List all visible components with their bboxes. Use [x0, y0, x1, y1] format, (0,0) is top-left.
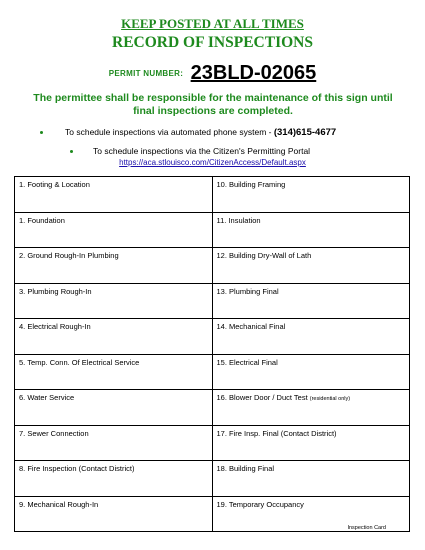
- inspection-cell: 11. Insulation: [212, 212, 410, 248]
- inspection-cell: 6. Water Service: [15, 390, 213, 426]
- inspection-cell: 4. Electrical Rough-In: [15, 319, 213, 355]
- inspection-cell: 17. Fire Insp. Final (Contact District): [212, 425, 410, 461]
- table-row: [15, 212, 410, 248]
- permit-number-value: 23BLD-02065: [190, 62, 317, 84]
- table-row: [15, 461, 410, 497]
- permit-number-label: PERMIT NUMBER:: [108, 69, 184, 78]
- inspection-cell: 5. Temp. Conn. Of Electrical Service: [15, 354, 213, 390]
- table-row: [15, 283, 410, 319]
- table-row: [15, 248, 410, 284]
- permit-number-line: [0, 62, 425, 85]
- inspection-cell: 9. Mechanical Rough-In: [15, 496, 213, 532]
- bullet-dot-icon: [40, 131, 43, 134]
- title-keep-posted: KEEP POSTED AT ALL TIMES: [121, 16, 304, 31]
- inspection-cell: 7. Sewer Connection: [15, 425, 213, 461]
- inspection-cell: 19. Temporary Occupancy: [212, 496, 410, 532]
- table-row: [15, 319, 410, 355]
- bullet-portal: [70, 146, 310, 156]
- portal-link[interactable]: https://aca.stlouisco.com/CitizenAccess/Default.aspx: [119, 158, 306, 167]
- bullet-portal-text: To schedule inspections via the Citizen's Permitting Portal: [93, 146, 311, 156]
- bullet-phone-text: To schedule inspections via automated phone system -: [65, 127, 274, 137]
- inspection-cell: 12. Building Dry-Wall of Lath: [212, 248, 410, 284]
- phone-number: (314)615-4677: [273, 127, 337, 138]
- bullet-dot-icon: [70, 150, 73, 153]
- inspection-cell: 10. Building Framing: [212, 177, 410, 213]
- table-row: [15, 390, 410, 426]
- inspection-cell: 1. Foundation: [15, 212, 213, 248]
- inspection-cell: 13. Plumbing Final: [212, 283, 410, 319]
- inspection-cell: 1. Footing & Location: [15, 177, 213, 213]
- inspection-cell: 15. Electrical Final: [212, 354, 410, 390]
- inspection-cell: 14. Mechanical Final: [212, 319, 410, 355]
- bullet-phone: [40, 127, 336, 138]
- inspection-label: 16. Blower Door / Duct Test: [216, 393, 310, 402]
- residential-only-note: (residential only): [309, 396, 351, 402]
- inspection-cell: 2. Ground Rough-In Plumbing: [15, 248, 213, 284]
- maintenance-notice: The permittee shall be responsible for the maintenance of this sign until final inspections are completed.: [33, 92, 393, 117]
- footer-label: Inspection Card: [347, 525, 386, 531]
- title-record-of-inspections: RECORD OF INSPECTIONS: [112, 34, 313, 51]
- inspection-cell: 18. Building Final: [212, 461, 410, 497]
- inspection-cell: [212, 390, 410, 426]
- inspection-table: [14, 176, 410, 532]
- table-row: [15, 177, 410, 213]
- inspection-cell: 8. Fire Inspection (Contact District): [15, 461, 213, 497]
- table-row: [15, 354, 410, 390]
- table-row: [15, 425, 410, 461]
- inspection-cell: 3. Plumbing Rough-In: [15, 283, 213, 319]
